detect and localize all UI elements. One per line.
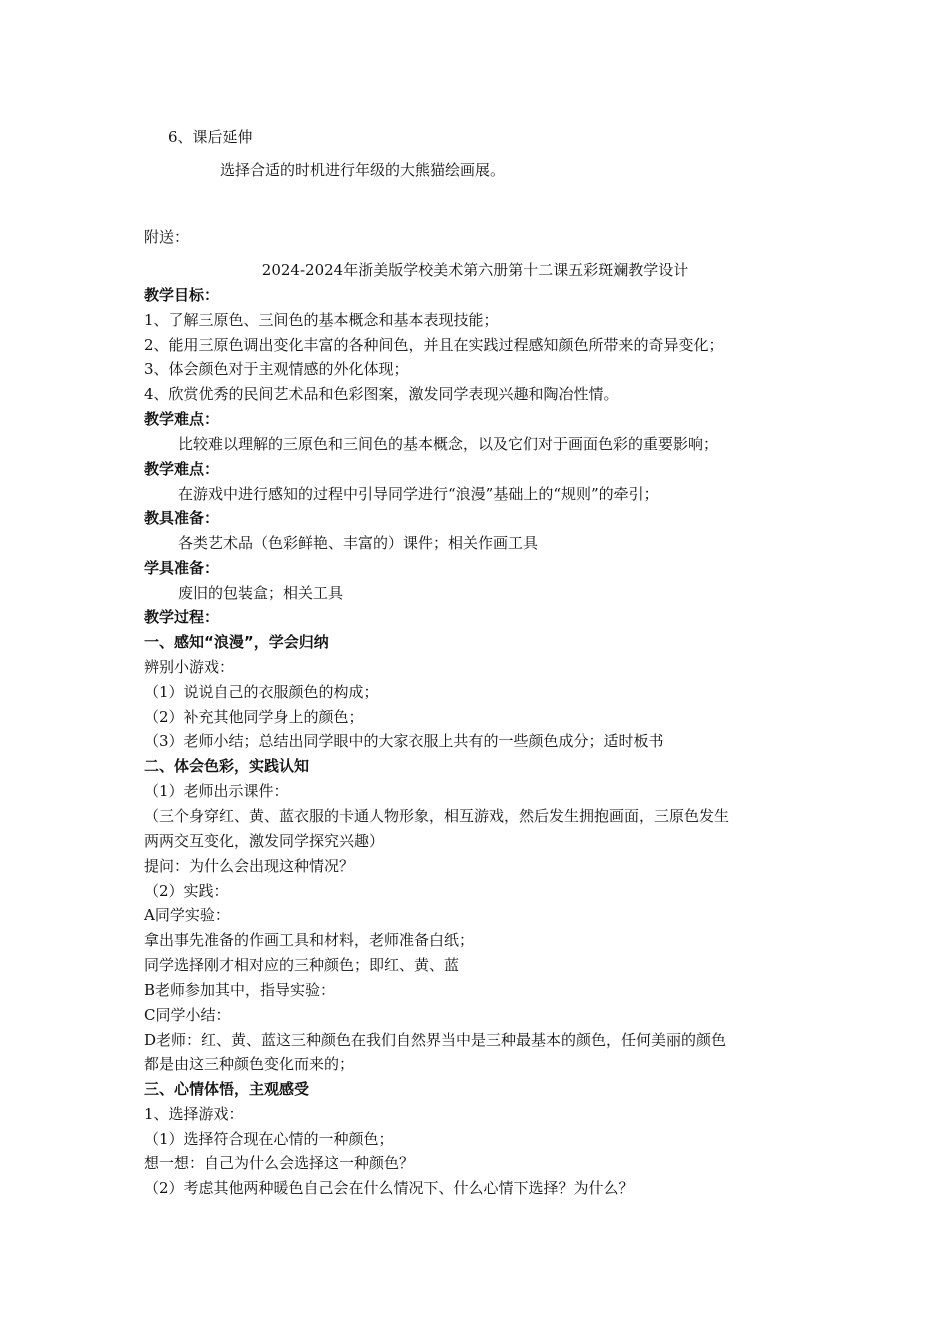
paragraph: 1、选择游戏： [144,1105,244,1123]
list-item: 4、欣赏优秀的民间艺术品和色彩图案，激发同学表现兴趣和陶冶性情。 [144,385,619,403]
section-6-heading: 6、课后延伸 [168,128,253,146]
section-heading: 一、感知“浪漫”，学会归纳 [144,633,329,651]
list-item: （1）说说自己的衣服颜色的构成； [144,683,379,701]
heading-teaching-aids: 教具准备： [144,509,220,527]
list-item: （3）老师小结；总结出同学眼中的大家衣服上共有的一些颜色成分；适时板书 [144,732,664,750]
list-item: （2）实践： [144,882,229,900]
paragraph: 两两交互变化，激发同学探究兴趣） [144,832,385,850]
paragraph: D老师：红、黄、蓝这三种颜色在我们自然界当中是三种最基本的颜色，任何美丽的颜色 [144,1031,727,1049]
paragraph: （三个身穿红、黄、蓝衣服的卡通人物形象，相互游戏，然后发生拥抱画面，三原色发生 [144,807,730,825]
list-item: 1、了解三原色、三间色的基本概念和基本表现技能； [144,311,499,329]
paragraph: 辨别小游戏： [144,658,235,676]
heading-teaching-process: 教学过程： [144,608,220,626]
appendix-label: 附送： [144,228,190,246]
heading-difficulty: 教学难点： [144,410,220,428]
document-title: 2024-2024年浙美版学校美术第六册第十二课五彩斑斓教学设计 [261,261,689,279]
list-item: （1）选择符合现在心情的一种颜色； [144,1130,394,1148]
paragraph: 提问：为什么会出现这种情况？ [144,857,355,875]
paragraph: 选择合适的时机进行年级的大熊猫绘画展。 [220,161,506,179]
paragraph: 同学选择刚才相对应的三种颜色；即红、黄、蓝 [144,956,460,974]
list-item: （1）老师出示课件： [144,782,289,800]
heading-difficulty: 教学难点： [144,460,220,478]
paragraph: B老师参加其中，指导实验： [144,981,336,999]
list-item: 3、体会颜色对于主观情感的外化体现； [144,360,409,378]
heading-student-materials: 学具准备： [144,559,220,577]
paragraph: 想一想：自己为什么会选择这一种颜色？ [144,1154,415,1172]
paragraph: C同学小结： [144,1006,231,1024]
paragraph: 都是由这三种颜色变化而来的； [144,1055,355,1073]
paragraph: A同学实验： [144,906,230,924]
paragraph: 各类艺术品（色彩鲜艳、丰富的）课件；相关作画工具 [178,534,539,552]
list-item: 2、能用三原色调出变化丰富的各种间色，并且在实践过程感知颜色所带来的奇异变化； [144,336,724,354]
paragraph: 拿出事先准备的作画工具和材料，老师准备白纸； [144,931,475,949]
paragraph: 比较难以理解的三原色和三间色的基本概念，以及它们对于画面色彩的重要影响； [178,435,719,453]
section-heading: 三、心情体悟，主观感受 [144,1080,310,1098]
list-item: （2）补充其他同学身上的颜色； [144,708,364,726]
paragraph: 废旧的包装盒；相关工具 [178,584,344,602]
list-item: （2）考虑其他两种暖色自己会在什么情况下、什么心情下选择？为什么？ [144,1179,634,1197]
paragraph: 在游戏中进行感知的过程中引导同学进行“浪漫”基础上的“规则”的牵引； [178,485,659,503]
section-heading: 二、体会色彩，实践认知 [144,757,310,775]
heading-teaching-goals: 教学目标： [144,286,220,304]
